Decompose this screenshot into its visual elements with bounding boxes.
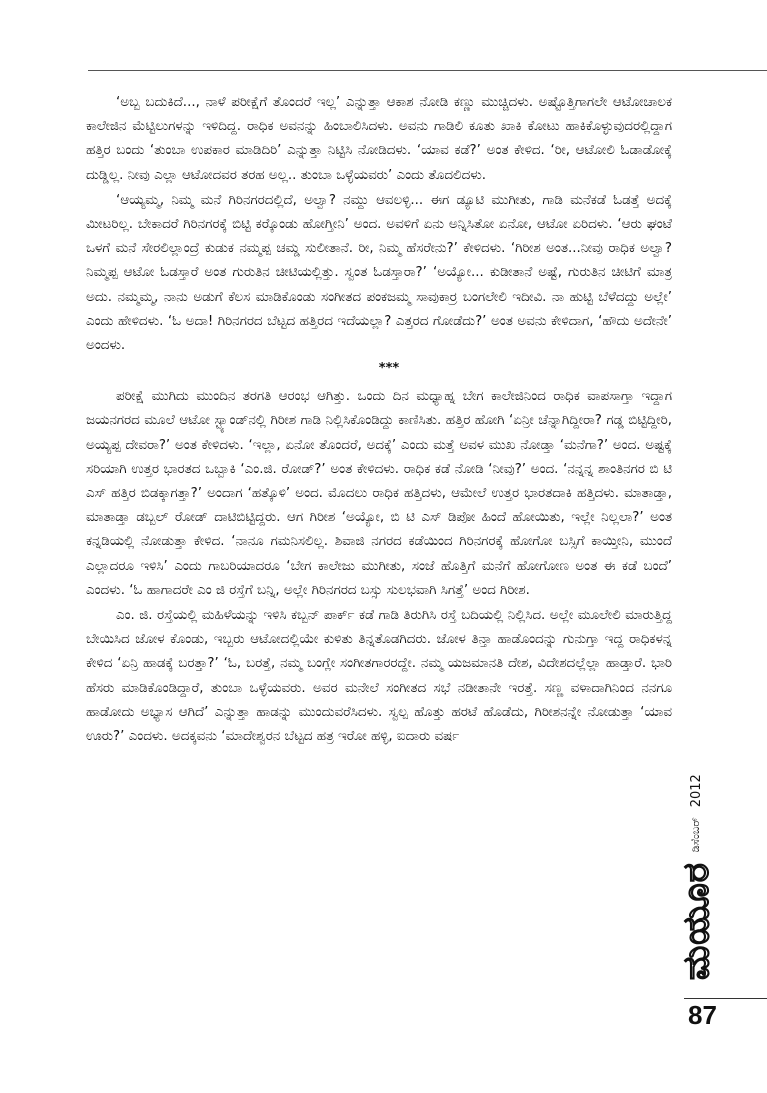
article-body bbox=[86, 91, 672, 750]
section-separator: *** bbox=[378, 361, 400, 377]
header-rule bbox=[88, 70, 767, 71]
issue-year: 2012 bbox=[688, 774, 704, 808]
paragraph: ‘ಆಯ್ಯಮ್ಮ, ನಿಮ್ಮ ಮನೆ ಗಿರಿನಗರದಲ್ಲಿದೆ, ಅಲ್ವಾ? ನಮ್ದು ಆವಲಳ್ಳಿ... ಈಗ ಡ್ಯೂಟಿ ಮುಗೀತು, ಗಾಡಿ ಮನೆಕಡೆ ಓಡತ್ತೆ ಅದಕ್ಕೆ ಮೀಟರಿಲ್ಲ. ಬೇಕಾದರೆ ಗಿರಿನಗರಕ್ಕೆ ಬಿಟ್ಟಿ ಕರ್‍ಕೊಂಡು ಹೋಗ್ತೀನಿ’ ಅಂದ. ಅವಳಿಗೆ ಏನು ಅನ್ನಿಸಿತೋ ಏನೋ, ಆಟೋ ಏರಿದಳು. ‘ಆರು ಘಂಟೆ ಒಳಗೆ ಮನೆ ಸೇರಲಿಲ್ಲಾಂದ್ರೆ ಕುಡುಕ ನಮ್ಮಪ್ಪ ಚಮ್ಡ ಸುಲೀತಾನೆ. ರೀ, ನಿಮ್ಮ ಹೆಸರೇನು?’ ಕೇಳಿದಳು. ‘ಗಿರೀಶ ಅಂತ...ನೀವು ರಾಧಿಕ ಅಲ್ವಾ? ನಿಮ್ಮಪ್ಪ ಆಟೋ ಓಡಸ್ತಾರೆ ಅಂತ ಗುರುತಿನ ಚೀಟಿಯಲ್ಲಿತ್ತು. ಸ್ವಂತ ಓಡಸ್ತಾರಾ?’ ‘ಅಯ್ಯೋ... ಕುಡೀತಾನೆ ಅಷ್ಟೆ, ಗುರುತಿನ ಚೀಟಿಗೆ ಮಾತ್ರ ಅದು. ನಮ್ಮಮ್ಮ, ನಾನು ಅಡುಗೆ ಕೆಲಸ ಮಾಡಿಕೊಂಡು ಸಂಗೀತದ ಪಂಕಜಮ್ಮ ಸಾವುಕಾರ್ರ ಬಂಗಲೇಲಿ ಇದೀವಿ. ನಾ ಹುಟ್ಟಿ ಬೆಳೆದದ್ದು ಅಲ್ಲೇ’ ಎಂದು ಹೇಳಿದಳು. ‘ಓ ಅದಾ! ಗಿರಿನಗರದ ಬೆಟ್ಟದ ಹತ್ತಿರದ ಇದೆಯಲ್ಲಾ? ಎತ್ತರದ ಗೋಡೆದು?’ ಅಂತ ಅವನು ಕೇಳಿದಾಗ, ‘ಹೌದು ಅದೇನೇ’ ಅಂದಳು. bbox=[86, 192, 672, 354]
page-number: 87 bbox=[688, 1000, 717, 1030]
paragraph: ಪರೀಕ್ಷೆ ಮುಗಿದು ಮುಂದಿನ ತರಗತಿ ಆರಂಭ ಆಗಿತ್ತು. ಒಂದು ದಿನ ಮಧ್ಯಾಹ್ನ ಬೇಗ ಕಾಲೇಜಿನಿಂದ ರಾಧಿಕ ವಾಪಸಾಗ್ತಾ ಇದ್ದಾಗ ಜಯನಗರದ ಮೂಲೆ ಆಟೋ ಸ್ಟ್ಯಾಂಡ್‌ನಲ್ಲಿ ಗಿರೀಶ ಗಾಡಿ ನಿಲ್ಲಿಸಿಕೊಂಡಿದ್ದು ಕಾಣಿಸಿತು. ಹತ್ತಿರ ಹೋಗಿ ‘ಏನ್ರೀ ಚೆನ್ನಾಗಿದ್ದೀರಾ? ಗಡ್ಡ ಬಿಟ್ಟಿದ್ದೀರಿ, ಅಯ್ಯಪ್ಪ ದೇವರಾ?’ ಅಂತ ಕೇಳಿದಳು. ‘ಇಲ್ಲಾ, ಏನೋ ತೊಂದರೆ, ಅದಕ್ಕೆ’ ಎಂದು ಮತ್ತೆ ಅವಳ ಮುಖ ನೋಡ್ತಾ ‘ಮನೆಗಾ?’ ಅಂದ. ಅಷ್ಟಕ್ಕೆ ಸರಿಯಾಗಿ ಉತ್ತರ ಭಾರತದ ಒಬ್ಬಾಕಿ ‘ಎಂ.ಜಿ. ರೋಡ್?’ ಅಂತ ಕೇಳಿದಳು. ರಾಧಿಕ ಕಡೆ ನೋಡಿ ‘ನೀವು?’ ಅಂದ. ‘ನನ್ನನ್ನ ಶಾಂತಿನಗರ ಬಿ ಟಿ ಎಸ್ ಹತ್ತಿರ ಬಿಡಕ್ಕಾಗತ್ತಾ?’ ಅಂದಾಗ ‘ಹತ್ಕೊಳಿ’ ಅಂದ. ಮೊದಲು ರಾಧಿಕ ಹತ್ತಿದಳು, ಆಮೇಲೆ ಉತ್ತರ ಭಾರತದಾಕಿ ಹತ್ತಿದಳು. ಮಾತಾಡ್ತಾ, ಮಾತಾಡ್ತಾ ಡಬ್ಬಲ್ ರೋಡ್ ದಾಟಿಬಿಟ್ಟಿದ್ದರು. ಆಗ ಗಿರೀಶ ‘ಅಯ್ಯೋ, ಬಿ ಟಿ ಎಸ್ ಡಿಪೋ ಹಿಂದೆ ಹೋಯಿತು, ಇಲ್ಲೇ ನಿಲ್ಲಲಾ?’ ಅಂತ ಕನ್ನಡಿಯಲ್ಲಿ ನೋಡುತ್ತಾ ಕೇಳಿದ. ‘ನಾನೂ ಗಮನಿಸಲಿಲ್ಲ. ಶಿವಾಜಿ ನಗರದ ಕಡೆಯಿಂದ ಗಿರಿನಗರಕ್ಕೆ ಹೋಗೋ ಬಸ್ಸಿಗೆ ಕಾಯ್ತೀನಿ, ಮುಂದೆ ಎಲ್ಲಾದರೂ ಇಳಿಸಿ’ ಎಂದು ಗಾಬರಿಯಾದರೂ ‘ಬೇಗ ಕಾಲೇಜು ಮುಗೀತು, ಸಂಜೆ ಹೊತ್ತಿಗೆ ಮನೆಗೆ ಹೋಗೋಣ ಅಂತ ಈ ಕಡೆ ಬಂದೆ’ ಎಂದಳು. ‘ಓ ಹಾಗಾದರೇ ಎಂ ಜಿ ರಸ್ತೆಗೆ ಬನ್ನಿ, ಅಲ್ಲೇ ಗಿರಿನಗರದ ಬಸ್ಸು ಸುಲಭವಾಗಿ ಸಿಗತ್ತೆ’ ಅಂದ ಗಿರೀಶ. bbox=[86, 389, 672, 598]
paragraph: ‘ಅಬ್ಬ ಬದುಕಿದೆ..., ನಾಳೆ ಪರೀಕ್ಷೆಗೆ ತೊಂದರೆ ಇಲ್ಲ’ ಎನ್ನುತ್ತಾ ಆಕಾಶ ನೋಡಿ ಕಣ್ಣು ಮುಚ್ಚಿದಳು. ಅಷ್ಟೊತ್ತಿಗಾಗಲೇ ಆಟೋಚಾಲಕ ಕಾಲೇಜಿನ ಮೆಟ್ಟಿಲುಗಳನ್ನು ಇಳಿದಿದ್ದ. ರಾಧಿಕ ಅವನನ್ನು ಹಿಂಬಾಲಿಸಿದಳು. ಅವನು ಗಾಡಿಲಿ ಕೂತು ಖಾಕಿ ಕೋಟು ಹಾಕಿಕೊಳ್ಳುವುದರಲ್ಲಿದ್ದಾಗ ಹತ್ತಿರ ಬಂದು ‘ತುಂಬಾ ಉಪಕಾರ ಮಾಡಿದಿರಿ’ ಎನ್ನುತ್ತಾ ನಿಟ್ಟಿಸಿ ನೋಡಿದಳು. ‘ಯಾವ ಕಡೆ?’ ಅಂತ ಕೇಳಿದ. ‘ರೀ, ಆಟೋಲಿ ಓಡಾಡೋಕ್ಕೆ ದುಡ್ಡಿಲ್ಲ. ನೀವು ಎಲ್ಲಾ ಆಟೋದವರ ತರಹ ಅಲ್ಲ.. ತುಂಬಾ ಒಳ್ಳೆಯವರು’ ಎಂದು ತೊದಲಿದಳು. bbox=[86, 95, 672, 183]
paragraph: ಎಂ. ಜಿ. ರಸ್ತೆಯಲ್ಲಿ ಮಹಿಳೆಯನ್ನು ಇಳಿಸಿ ಕಬ್ಬನ್ ಪಾರ್ಕ್ ಕಡೆ ಗಾಡಿ ತಿರುಗಿಸಿ ರಸ್ತೆ ಬದಿಯಲ್ಲಿ ನಿಲ್ಲಿಸಿದ. ಅಲ್ಲೇ ಮೂಲೇಲಿ ಮಾರುತ್ತಿದ್ದ ಬೇಯಿಸಿದ ಜೋಳ ಕೊಂಡು, ಇಬ್ಬರು ಆಟೋದಲ್ಲಿಯೇ ಕುಳಿತು ತಿನ್ನತೊಡಗಿದರು. ಜೋಳ ತಿನ್ತಾ ಹಾಡೊಂದನ್ನು ಗುನುಗ್ತಾ ಇದ್ದ ರಾಧಿಕಳನ್ನ ಕೇಳಿದ ‘ಏನ್ರಿ ಹಾಡಕ್ಕೆ ಬರತ್ತಾ?’ ‘ಓ, ಬರತ್ತೆ, ನಮ್ಮ ಬಂಗ್ಲೇ ಸಂಗೀತಗಾರರದ್ದೇ. ನಮ್ಮ ಯಜಮಾನತಿ ದೇಶ, ವಿದೇಶದಲ್ಲೆಲ್ಲಾ ಹಾಡ್ತಾರೆ. ಭಾರಿ ಹೆಸರು ಮಾಡಿಕೊಂಡಿದ್ದಾರೆ, ತುಂಬಾ ಒಳ್ಳೆಯವರು. ಅವರ ಮನೇಲೆ ಸಂಗೀತದ ಸಭೆ ನಡೀತಾನೇ ಇರತ್ತೆ. ಸಣ್ಣ ವಳಾದಾಗಿನಿಂದ ನನಗೂ ಹಾಡೋದು ಅಭ್ಯಾಸ ಆಗಿದೆ’ ಎನ್ನುತ್ತಾ ಹಾಡನ್ನು ಮುಂದುವರೆಸಿದಳು. ಸ್ವಲ್ಪ ಹೊತ್ತು ಹರಟೆ ಹೊಡೆದು, ಗಿರೀಶನನ್ನೇ ನೋಡುತ್ತಾ ‘ಯಾವ ಊರು?’ ಎಂದಳು. ಅದಕ್ಕವನು ‘ಮಾದೇಶ್ವರನ ಬೆಟ್ಟದ ಹತ್ರ ಇರೋ ಹಳ್ಳಿ, ಐದಾರು ವರ್ಷ bbox=[86, 608, 672, 745]
magazine-logo: ಮಯೂರ bbox=[674, 862, 717, 980]
magazine-sidebar bbox=[671, 774, 741, 980]
issue-month: ಡಿಸೆಂಬರ್ bbox=[689, 817, 702, 853]
footer-rule bbox=[684, 998, 767, 999]
